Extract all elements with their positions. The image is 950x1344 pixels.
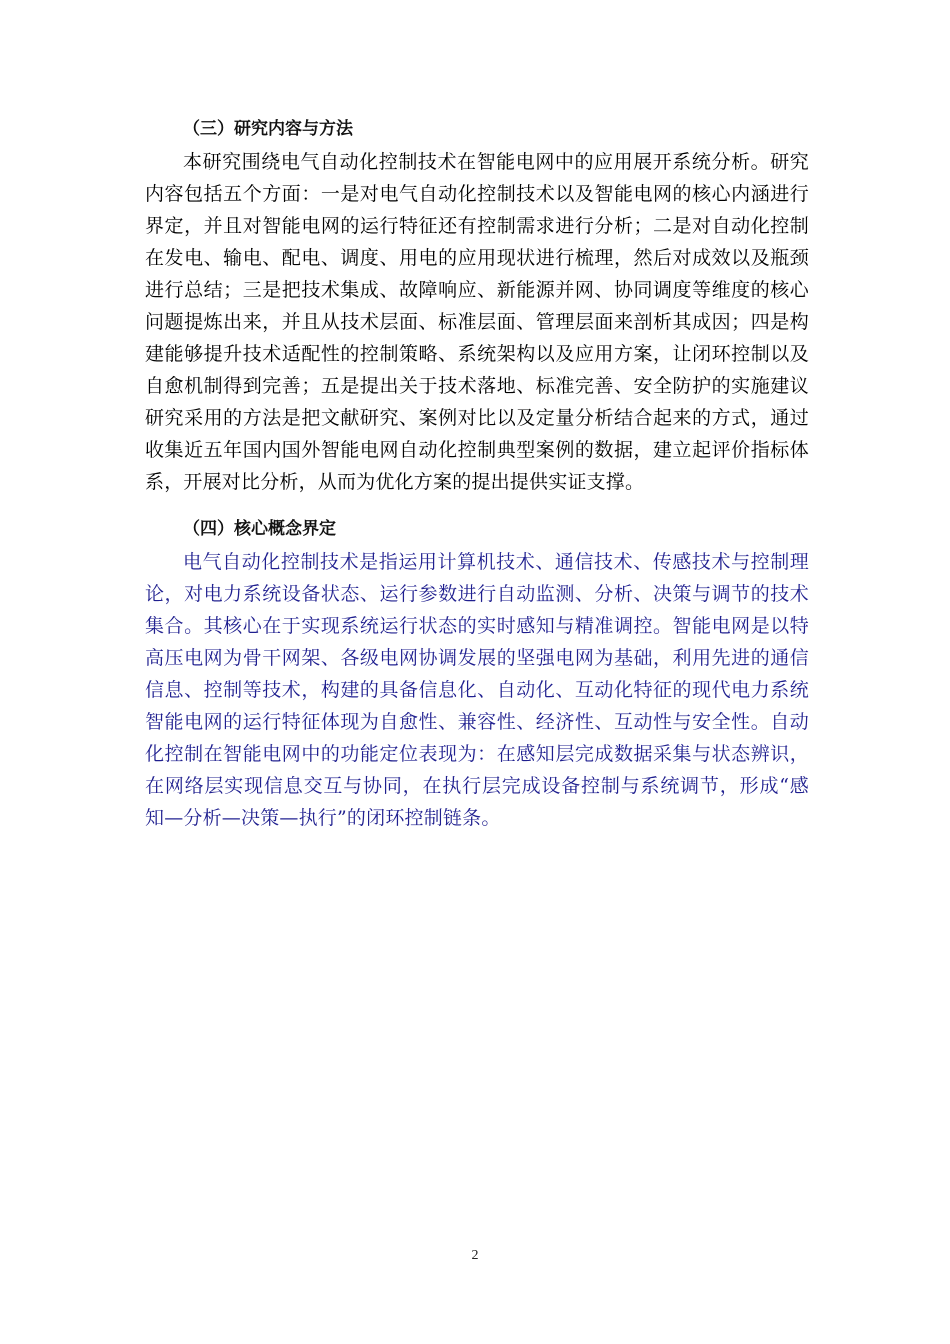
section-heading-research-content: （三）研究内容与方法 bbox=[183, 119, 353, 139]
paragraph-line: 论，对电力系统设备状态、运行参数进行自动监测、分析、决策与调节的技术 bbox=[145, 583, 809, 605]
paragraph-line: 智能电网的运行特征体现为自愈性、兼容性、经济性、互动性与安全性。自动 bbox=[145, 711, 809, 733]
paragraph-line: 信息、控制等技术，构建的具备信息化、自动化、互动化特征的现代电力系统 bbox=[145, 679, 809, 701]
paragraph-line: 集合。其核心在于实现系统运行状态的实时感知与精准调控。智能电网是以特 bbox=[145, 615, 809, 637]
paragraph-line: 高压电网为骨干网架、各级电网协调发展的坚强电网为基础，利用先进的通信 bbox=[145, 647, 809, 669]
section-heading-core-concepts: （四）核心概念界定 bbox=[183, 519, 336, 539]
paragraph-line: 建能够提升技术适配性的控制策略、系统架构以及应用方案，让闭环控制以及 bbox=[145, 343, 809, 365]
paragraph-line: 在发电、输电、配电、调度、用电的应用现状进行梳理，然后对成效以及瓶颈 bbox=[145, 247, 809, 269]
paragraph-line: 研究采用的方法是把文献研究、案例对比以及定量分析结合起来的方式，通过 bbox=[145, 407, 809, 429]
paragraph-line: 系，开展对比分析，从而为优化方案的提出提供实证支撑。 bbox=[145, 471, 645, 493]
paragraph-line: 在网络层实现信息交互与协同，在执行层完成设备控制与系统调节，形成“感 bbox=[145, 775, 809, 797]
paragraph-line: 收集近五年国内国外智能电网自动化控制典型案例的数据，建立起评价指标体 bbox=[145, 439, 809, 461]
paragraph-line: 内容包括五个方面：一是对电气自动化控制技术以及智能电网的核心内涵进行 bbox=[145, 183, 809, 205]
paragraph-line: 进行总结；三是把技术集成、故障响应、新能源并网、协同调度等维度的核心 bbox=[145, 279, 809, 301]
paragraph-line: 知—分析—决策—执行”的闭环控制链条。 bbox=[145, 807, 501, 829]
paragraph-line: 自愈机制得到完善；五是提出关于技术落地、标准完善、安全防护的实施建议 bbox=[145, 375, 809, 397]
paragraph-line: 化控制在智能电网中的功能定位表现为：在感知层完成数据采集与状态辨识， bbox=[145, 743, 809, 765]
paragraph-line: 界定，并且对智能电网的运行特征还有控制需求进行分析；二是对自动化控制 bbox=[145, 215, 809, 237]
paragraph-line: 问题提炼出来，并且从技术层面、标准层面、管理层面来剖析其成因；四是构 bbox=[145, 311, 809, 333]
paragraph-line: 本研究围绕电气自动化控制技术在智能电网中的应用展开系统分析。研究 bbox=[183, 151, 809, 173]
paragraph-line: 电气自动化控制技术是指运用计算机技术、通信技术、传感技术与控制理 bbox=[183, 551, 809, 573]
page-number: 2 bbox=[471, 1248, 479, 1263]
